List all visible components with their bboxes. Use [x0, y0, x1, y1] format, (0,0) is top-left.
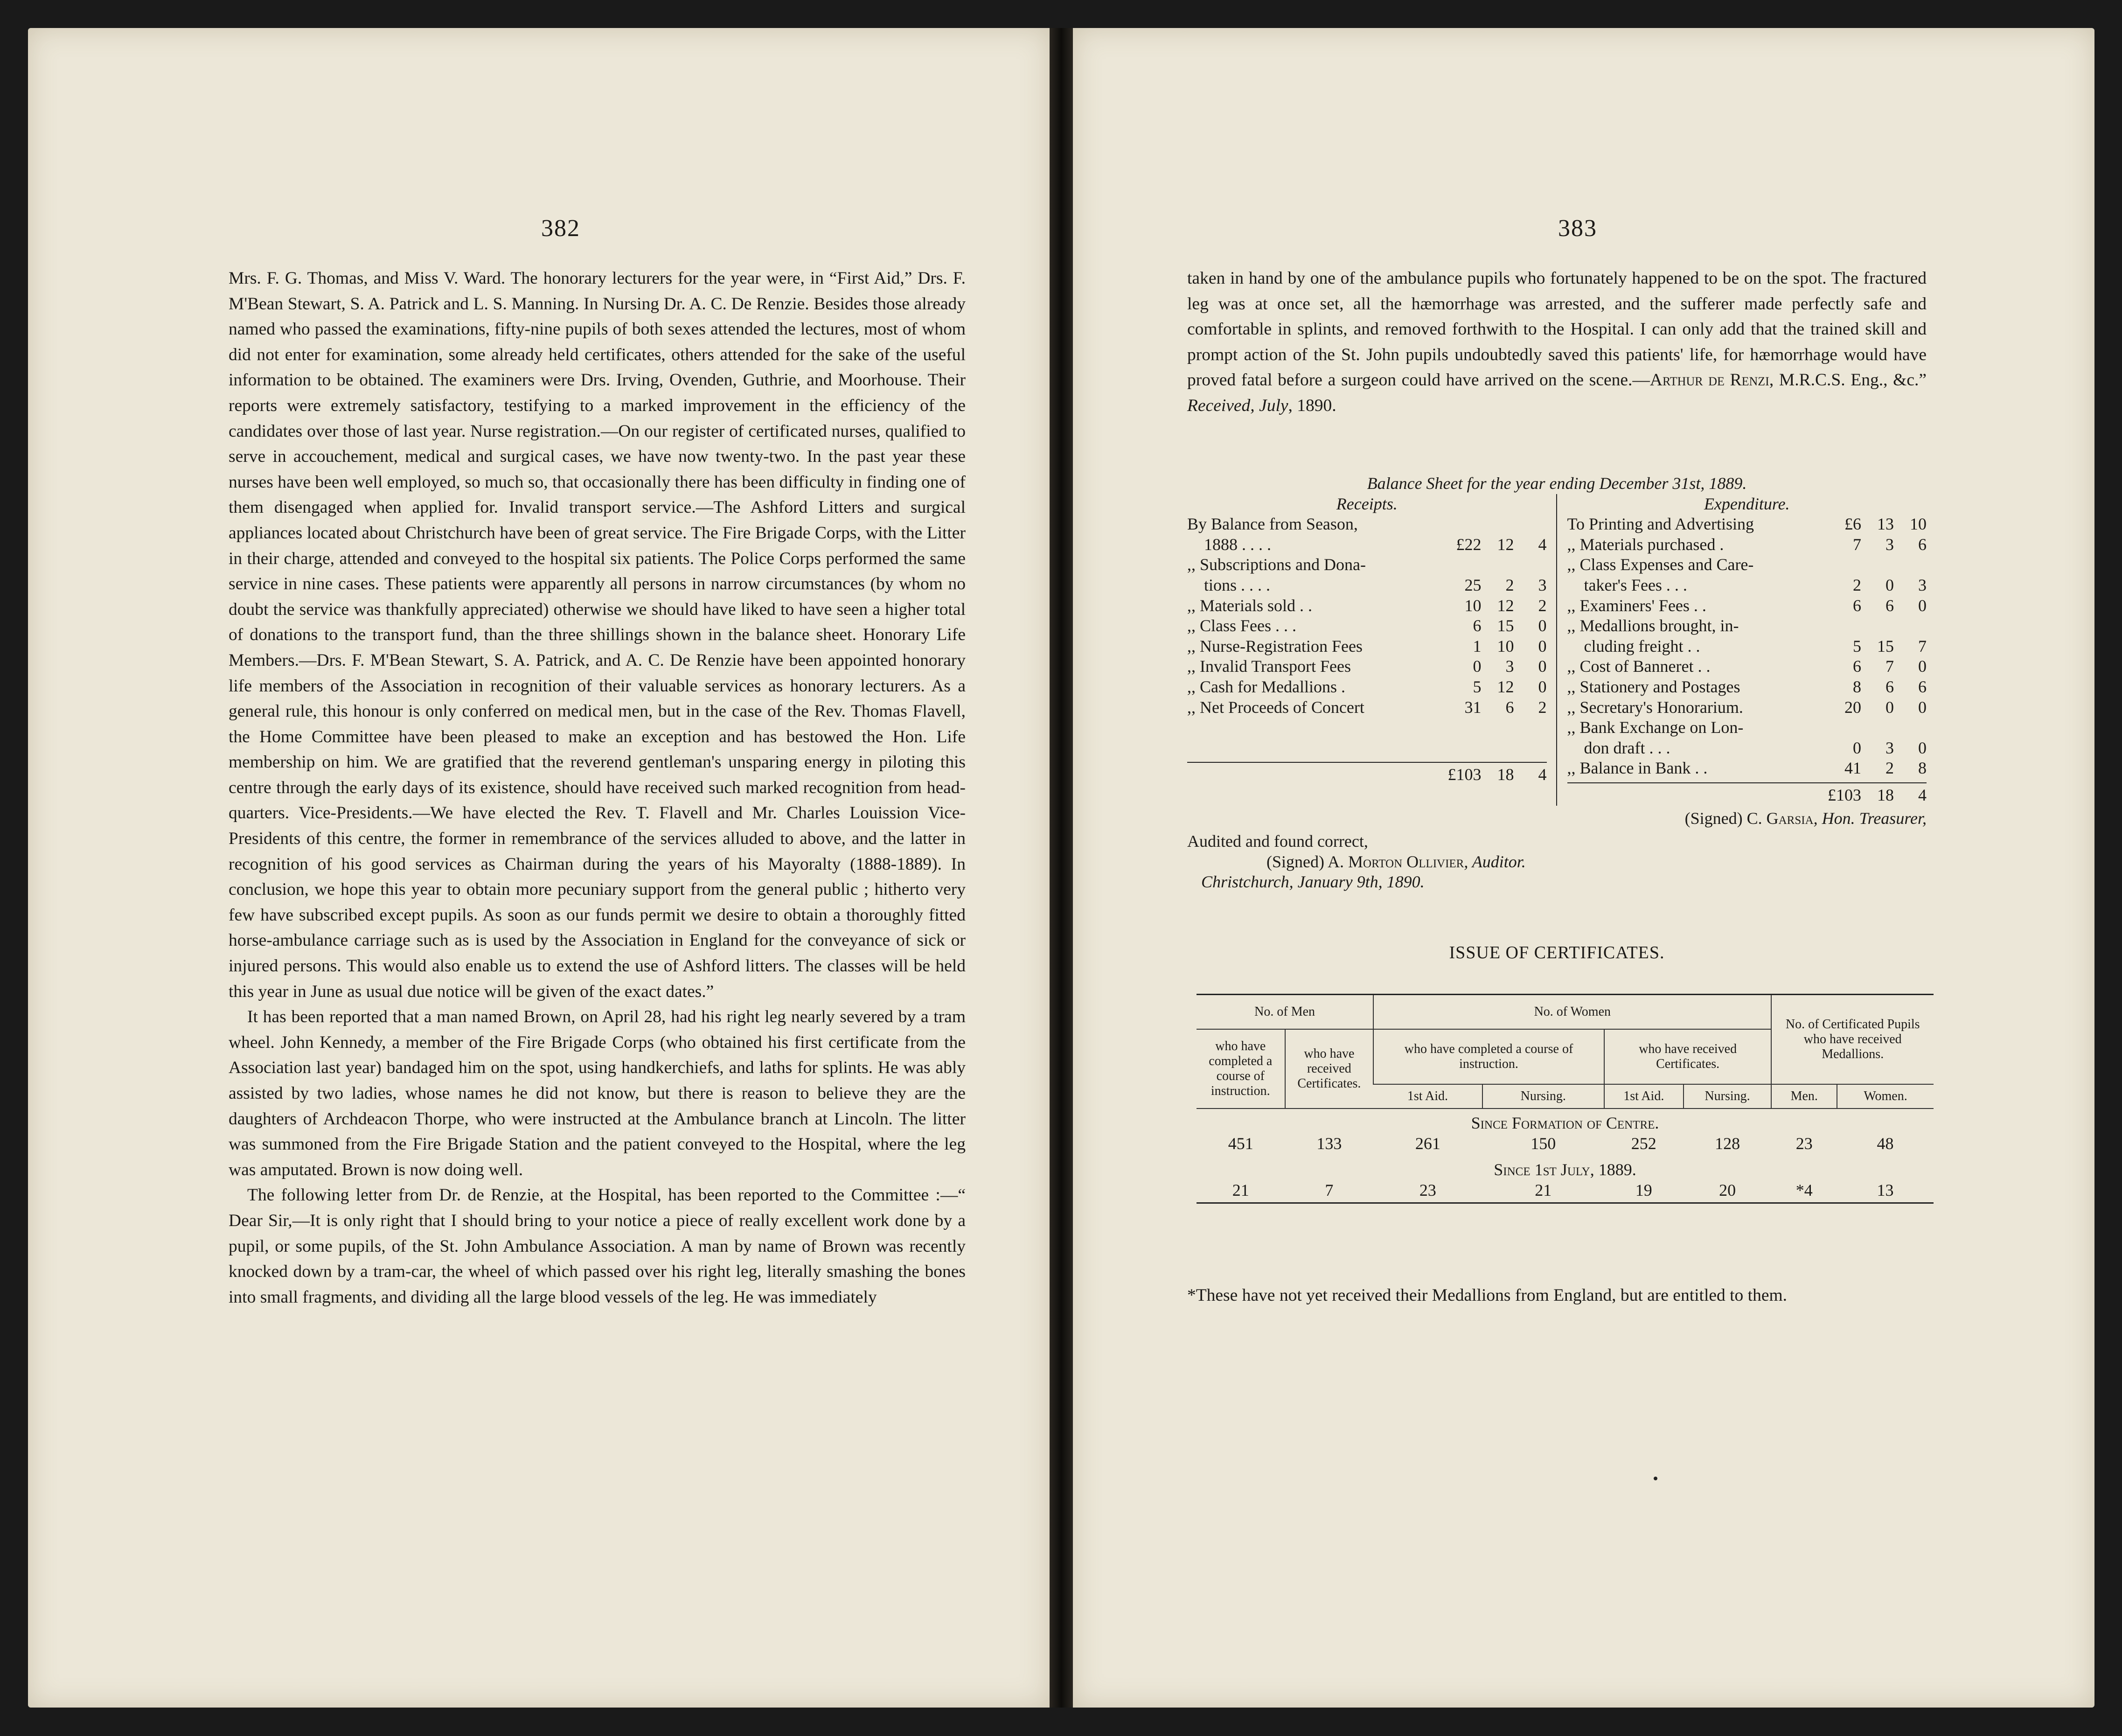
balance-sheet	[1187, 474, 1927, 892]
ledger-row	[1567, 575, 1927, 596]
ledger-amount: 4	[1538, 535, 1547, 554]
ledger-label: ,, Medallions brought, in-	[1567, 616, 1739, 635]
ledger-label: ,, Materials sold . .	[1187, 596, 1312, 615]
receipts-heading: Receipts.	[1336, 494, 1398, 513]
ledger-amount	[1810, 718, 1861, 738]
ledger-amount	[1514, 514, 1547, 535]
ledger-amount: 10	[1497, 636, 1514, 655]
table-cell: 23	[1795, 1134, 1813, 1153]
ledger-amount: 3	[1505, 657, 1514, 676]
ledger-amount	[1482, 514, 1514, 535]
paragraph: The following letter from Dr. de Renzie, at the Hospital, has been reported to the Committee :—“ Dear Sir,—It is only right that I should bring to your notice a piece of really excellent work done by a pupil, or some pupils, of the St. John Ambulance Association. A man by name of Brown was recently knocked down by a tram-car, the wheel of which passed over his right leg, literally smashing the bones into small fragments, and dividing all the large blood vessels of the leg. He was immediately	[229, 1185, 966, 1307]
audit-statement: Audited and found correct, (Signed) A. Morton Ollivier, Auditor. Christchurch, January 9th, 1890.	[1187, 831, 1927, 892]
ledger-amount: 12	[1497, 677, 1514, 696]
ledger-row	[1567, 616, 1927, 636]
sub-women: Women.	[1837, 1084, 1934, 1109]
ledger-label: ,, Class Expenses and Care-	[1567, 555, 1754, 574]
ledger-amount: 31	[1464, 697, 1482, 717]
ledger-row	[1567, 535, 1927, 555]
table-cell: 261	[1415, 1134, 1440, 1153]
ledger-amount: 6	[1505, 697, 1514, 717]
sub-nursing: Nursing.	[1684, 1084, 1772, 1109]
table-cell: 48	[1877, 1134, 1894, 1153]
ledger-row	[1187, 514, 1547, 535]
ledger-label: ,, Materials purchased .	[1567, 535, 1724, 554]
table-cell: 7	[1325, 1181, 1334, 1199]
treasurer-signature: (Signed) C. Garsia, Hon. Treasurer,	[1684, 809, 1927, 828]
ledger-row	[1567, 636, 1927, 657]
ledger-amount: 2	[1538, 596, 1547, 615]
ledger-amount: 0	[1538, 616, 1547, 635]
ledger-label: ,, Examiners' Fees . .	[1567, 596, 1706, 615]
ledger-amount: 3	[1885, 738, 1894, 757]
sub-men: Men.	[1771, 1084, 1837, 1109]
ledger-amount: 0	[1538, 677, 1547, 696]
ledger-amount: 0	[1885, 575, 1894, 594]
right-page	[1073, 28, 2094, 1708]
ledger-row	[1567, 677, 1927, 697]
table-cell: 451	[1228, 1134, 1253, 1153]
ledger-row	[1187, 555, 1547, 575]
paragraph	[1187, 266, 1927, 419]
ledger-row	[1567, 738, 1927, 759]
footnote: *These have not yet received their Medallions from England, but are entitled to them.	[1187, 1286, 1788, 1305]
ledger-label: don draft . . .	[1584, 738, 1670, 757]
ledger-amount: 2	[1505, 575, 1514, 594]
page-number: 382	[541, 215, 580, 242]
ledger-label: ,, Subscriptions and Dona-	[1187, 555, 1366, 574]
ledger-amount: 5	[1473, 677, 1482, 696]
ledger-amount	[1430, 514, 1482, 535]
ledger-amount: 6	[1918, 677, 1927, 696]
ledger-amount: 15	[1877, 636, 1894, 655]
ledger-label: ,, Stationery and Postages	[1567, 677, 1740, 696]
letter-year: , 1890.	[1288, 396, 1336, 415]
ledger-amount: 20	[1844, 697, 1861, 717]
paragraph: It has been reported that a man named Brown, on April 28, had his right leg nearly severed by a tram wheel. John Kennedy, a member of the Fire Brigade Corps (who obtained his first certificate from the Association last year) bandaged him on the spot, using handkerchiefs, and laths for splints. He was ably assisted by two ladies, whose names he did not know, but there is reason to believe they are the daughters of Archdeacon Thorpe, who were instructed at the Ambulance branch at Lincoln. The litter was summoned from the Fire Brigade Station and the patient conveyed to the Hospital, where the leg was amputated. Brown is now doing well.	[229, 1007, 966, 1179]
left-page	[28, 28, 1050, 1708]
ledger-amount: 12	[1497, 596, 1514, 615]
expenditure-total: £103 18 4	[1567, 782, 1927, 806]
men-received: who have received Certificates.	[1285, 1029, 1374, 1109]
table-cell: 13	[1877, 1181, 1894, 1199]
certificates-table	[1197, 994, 1934, 1204]
expenditure-rows	[1567, 514, 1927, 779]
ledger-amount: 7	[1885, 657, 1894, 676]
ledger-label: tions . . . .	[1204, 575, 1271, 594]
ledger-amount: 3	[1538, 575, 1547, 594]
table-row	[1197, 1181, 1934, 1203]
certificates-title: ISSUE OF CERTIFICATES.	[1449, 943, 1665, 962]
ledger-amount: 3	[1885, 535, 1894, 554]
women-completed: who have completed a course of instruction.	[1373, 1029, 1604, 1084]
table-cell: 252	[1631, 1134, 1656, 1153]
header-medallions: No. of Certificated Pupils who have received Medallions.	[1771, 995, 1934, 1084]
ledger-amount: 7	[1918, 636, 1927, 655]
ledger-label: 1888 . . . .	[1204, 535, 1271, 554]
sub-first-aid: 1st Aid.	[1373, 1084, 1482, 1109]
ledger-amount	[1894, 616, 1927, 636]
ledger-amount: 1	[1473, 636, 1482, 655]
balance-sheet-title: Balance Sheet for the year ending December 31st, 1889.	[1367, 474, 1747, 493]
place-date: Christchurch, January 9th, 1890.	[1201, 872, 1425, 892]
right-page-body	[1187, 266, 1927, 419]
paragraph: Mrs. F. G. Thomas, and Miss V. Ward. The honorary lecturers for the year were, in “First Aid,” Drs. F. M'Bean Stewart, S. A. Patrick and L. S. Manning. In Nursing Dr. A. C. De Renzie. Besides those already named who passed the examinations, fifty-nine pupils of both sexes attended the lectures, most of whom did not enter for examination, some already held certificates, others attended for the sake of the useful information to be obtained. The examiners were Drs. Irving, Ovenden, Guthrie, and Moorhouse. Their reports were extremely satisfactory, testifying to a marked improvement in the efficiency of the candidates over those of last year. Nurse registration.—On our register of certificated nurses, qualified to serve in accouchement, medical and surgical cases, we have now twenty-two. In the past year these nurses have been well employed, so much so, that occasionally there has been difficulty in finding one of them disengaged when applied for. Invalid transport service.—The Ashford Litters and surgical appliances located about Christchurch have been of great service. The Fire Brigade Corps, with the Litter in their charge, attended and conveyed to the hospital six patients. The Police Corps performed the same service in nine cases. These patients were apparently all persons in narrow circumstances (by whom no doubt the service was thankfully appreciated) otherwise we should have liked to have seen a higher total of donations to the transport fund, than the three shillings shown in the balance sheet. Honorary Life Members.—Drs. F. M'Bean Stewart, S. A. Patrick, and A. C. De Renzie have been appointed honorary life members of the Association in recognition of their valuable services as honorary lecturers. As a general rule, this honour is only conferred on medical men, but in the case of the Rev. Thomas Flavell, the Home Committee have been pleased to make an exception and has bestowed the Hon. Life membership on him. We are gratified that the reverend gentleman's unsparing energy in piloting this centre through the early days of its existence, should have received such marked recognition from head-quarters. Vice-Presidents.—We have elected the Rev. T. Flavell and Mr. Charles Louission Vice-Presidents of this centre, the former in remembrance of the services alluded to above, and the latter in recognition of his good services as Chairman during the years of his Mayoralty (1888-1889). In conclusion, we hope this year to obtain more pecuniary support from the general public ; hitherto very few have subscribed except pupils. As soon as our funds permit we desire to obtain a thoroughly fitted horse-ambulance carriage such as is used by the Association in England for the conveyance of sick or injured persons. This would also enable us to extend the use of Ashford litters. The classes will be held this year in June as usual due notice will be given of the exact dates.”	[229, 269, 966, 1001]
men-completed: who have completed a course of instruction.	[1209, 1039, 1273, 1098]
ledger-amount	[1430, 555, 1482, 575]
ledger-amount: 6	[1885, 677, 1894, 696]
ledger-amount: 6	[1885, 596, 1894, 615]
ledger-amount: 0	[1918, 596, 1927, 615]
ledger-label: ,, Class Fees . . .	[1187, 616, 1296, 635]
ledger-amount: 10	[1910, 515, 1927, 534]
ledger-amount: 6	[1473, 616, 1482, 635]
ledger-amount: 2	[1538, 697, 1547, 717]
ledger-label: ,, Balance in Bank . .	[1567, 759, 1708, 778]
ledger-label: cluding freight . .	[1584, 636, 1700, 655]
ledger-row	[1567, 718, 1927, 738]
ledger-amount: 41	[1844, 759, 1861, 778]
table-cell: *4	[1795, 1181, 1813, 1199]
ledger-row	[1187, 677, 1547, 697]
receipts-column	[1187, 494, 1557, 806]
ledger-amount: 5	[1853, 636, 1861, 655]
ledger-row	[1567, 758, 1927, 779]
ledger-amount	[1514, 555, 1547, 575]
ledger-amount: 0	[1918, 697, 1927, 717]
receipts-rows	[1187, 514, 1547, 718]
ledger-label: ,, Secretary's Honorarium.	[1567, 697, 1743, 717]
ledger-amount: 15	[1497, 616, 1514, 635]
ledger-amount: 2	[1885, 759, 1894, 778]
expenditure-heading: Expenditure.	[1704, 494, 1790, 513]
ledger-row	[1567, 697, 1927, 718]
ledger-amount: 0	[1538, 657, 1547, 676]
ledger-amount: 13	[1877, 515, 1894, 534]
receipts-total: £103 18 4	[1187, 762, 1547, 785]
ledger-amount: 0	[1538, 636, 1547, 655]
ledger-amount	[1810, 616, 1861, 636]
ledger-amount: 0	[1885, 697, 1894, 717]
table-cell: 20	[1719, 1181, 1736, 1199]
ledger-amount	[1861, 718, 1894, 738]
ledger-amount	[1482, 555, 1514, 575]
letter-text: taken in hand by one of the ambulance pupils who fortunately happened to be on the spot. The fractured leg was at once set, all the hæmorrhage was arrested, and the sufferer made perfectly safe and comfortable in splints, and removed forthwith to the Hospital. I can only add that the trained skill and prompt action of the St. John pupils undoubtedly saved this patients' life, for hæmorrhage would have proved fatal before a surgeon could have arrived on the scene.—	[1187, 269, 1927, 390]
ledger-amount	[1861, 555, 1894, 575]
ledger-amount: 0	[1918, 738, 1927, 757]
ledger-row	[1187, 697, 1547, 718]
ledger-amount: 25	[1464, 575, 1482, 594]
table-cell: 128	[1715, 1134, 1740, 1153]
ledger-row	[1567, 596, 1927, 616]
table-row	[1197, 1134, 1934, 1156]
table-cell: 21	[1535, 1181, 1552, 1199]
table-cell: 23	[1419, 1181, 1436, 1199]
ledger-label: ,, Cash for Medallions .	[1187, 677, 1345, 696]
book-gutter	[1050, 28, 1073, 1708]
table-cell: 150	[1531, 1134, 1556, 1153]
ledger-amount	[1810, 555, 1861, 575]
table-cell: 133	[1316, 1134, 1342, 1153]
ledger-label: taker's Fees . . .	[1584, 575, 1687, 594]
ink-dot	[1654, 1477, 1657, 1480]
ledger-row	[1567, 514, 1927, 535]
ledger-amount: 12	[1497, 535, 1514, 554]
ledger-amount: 6	[1853, 596, 1861, 615]
ledger-amount: £22	[1456, 535, 1482, 554]
ledger-row	[1187, 656, 1547, 677]
ledger-amount: 8	[1853, 677, 1861, 696]
header-men: No. of Men	[1254, 1004, 1315, 1019]
ledger-amount: 6	[1918, 535, 1927, 554]
auditor-signature: (Signed) A. Morton Ollivier, Auditor.	[1266, 852, 1526, 871]
ledger-row	[1567, 656, 1927, 677]
ledger-amount: 7	[1853, 535, 1861, 554]
ledger-label: By Balance from Season,	[1187, 515, 1358, 534]
letter-signature: Arthur de Renzi	[1649, 370, 1769, 390]
ledger-row	[1187, 535, 1547, 555]
ledger-amount	[1894, 718, 1927, 738]
expenditure-column	[1557, 494, 1927, 806]
ledger-row	[1567, 555, 1927, 575]
sub-nursing: Nursing.	[1482, 1084, 1604, 1109]
ledger-amount: 6	[1853, 657, 1861, 676]
ledger-row	[1187, 616, 1547, 636]
letter-credentials: , M.R.C.S. Eng., &c.”	[1769, 370, 1927, 390]
ledger-row	[1187, 596, 1547, 616]
section-since-july: Since 1st July, 1889.	[1494, 1160, 1636, 1179]
ledger-amount: £6	[1844, 515, 1861, 534]
ledger-amount	[1894, 555, 1927, 575]
ledger-amount: 0	[1853, 738, 1861, 757]
page-number: 383	[1558, 215, 1597, 242]
ledger-amount: 0	[1473, 657, 1482, 676]
ledger-label: To Printing and Advertising	[1567, 515, 1754, 534]
ledger-label: ,, Bank Exchange on Lon-	[1567, 718, 1744, 737]
letter-received: Received, July	[1187, 396, 1288, 415]
ledger-amount: 10	[1464, 596, 1482, 615]
table-cell: 21	[1232, 1181, 1249, 1199]
ledger-row	[1187, 636, 1547, 657]
header-women: No. of Women	[1373, 995, 1771, 1030]
ledger-label: ,, Invalid Transport Fees	[1187, 657, 1351, 676]
ledger-amount: 0	[1918, 657, 1927, 676]
ledger-label: ,, Nurse-Registration Fees	[1187, 636, 1363, 655]
ledger-amount	[1861, 616, 1894, 636]
ledger-label: ,, Net Proceeds of Concert	[1187, 697, 1364, 717]
ledger-amount: 2	[1853, 575, 1861, 594]
left-page-body	[229, 266, 966, 1310]
women-received: who have received Certificates.	[1604, 1029, 1772, 1084]
ledger-label: ,, Cost of Banneret . .	[1567, 657, 1711, 676]
table-cell: 19	[1635, 1181, 1652, 1199]
ledger-amount: 3	[1918, 575, 1927, 594]
ledger-row	[1187, 575, 1547, 596]
section-since-formation: Since Formation of Centre.	[1471, 1114, 1659, 1132]
ledger-amount: 8	[1918, 759, 1927, 778]
sub-first-aid: 1st Aid.	[1604, 1084, 1684, 1109]
